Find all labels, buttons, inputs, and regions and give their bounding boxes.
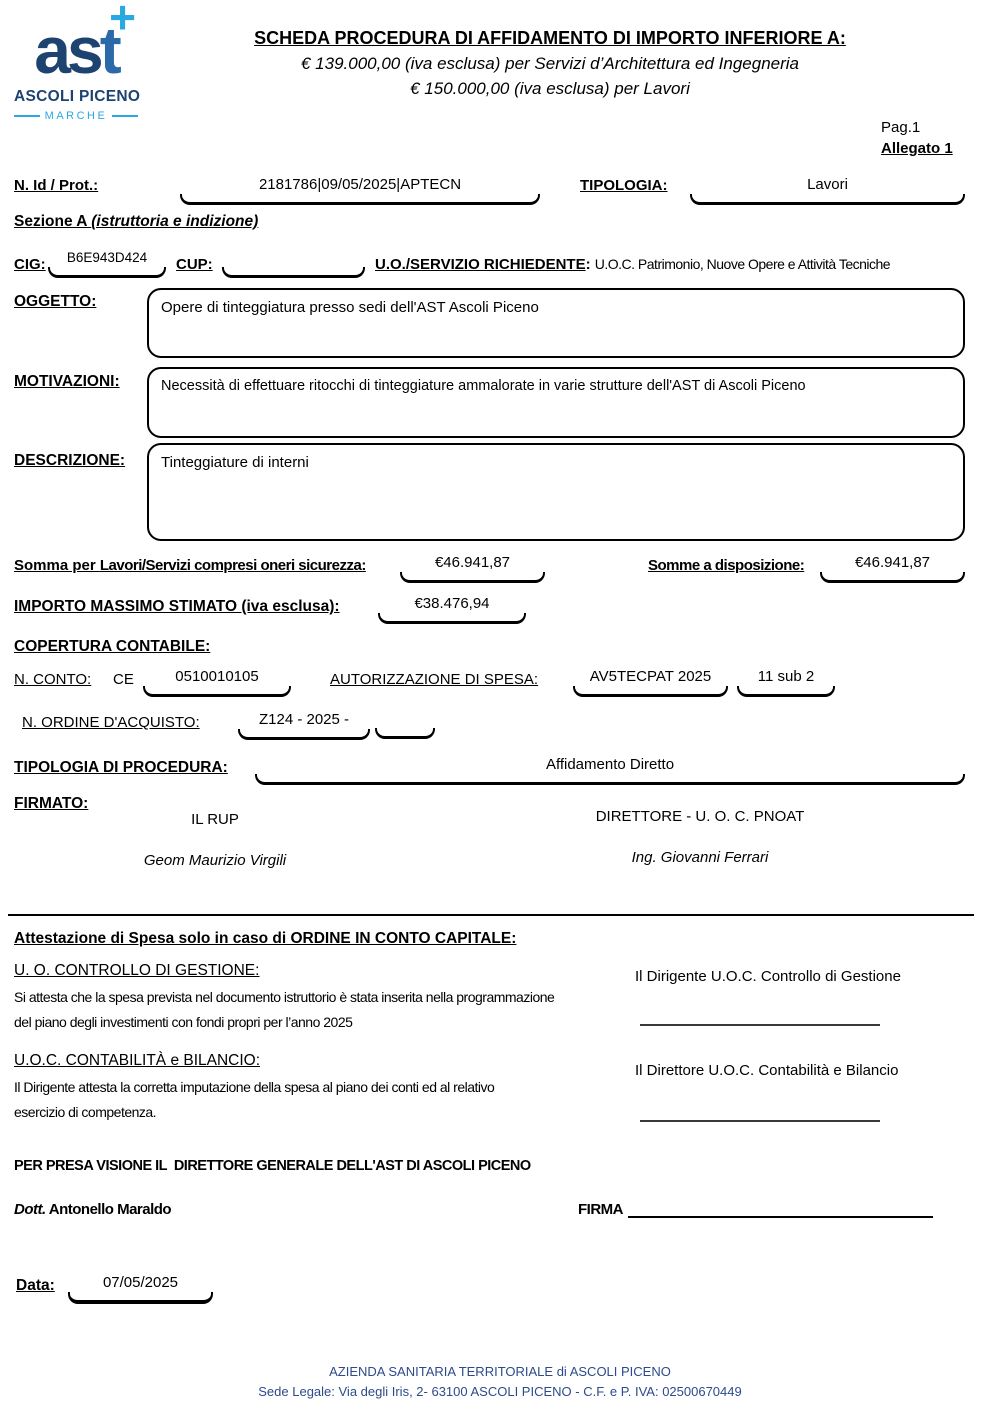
- cig-field: [48, 249, 166, 278]
- somma-value: €46.941,87: [434, 554, 511, 571]
- ordine-bracket: [238, 729, 370, 740]
- gestione-sign-title: Il Dirigente U.O.C. Controllo di Gestione: [635, 968, 901, 985]
- direttore-generale-name: [14, 1201, 171, 1218]
- section-divider: [8, 914, 974, 916]
- tipologia-bracket: [690, 194, 965, 205]
- ordine-label: N. ORDINE D'ACQUISTO:: [22, 714, 200, 731]
- procedura-label: TIPOLOGIA DI PROCEDURA:: [14, 759, 228, 776]
- section-a-label: Sezione A: [14, 213, 92, 230]
- procedura-bracket: [255, 774, 965, 785]
- direttore-title: DIRETTORE - U. O. C. PNOAT: [595, 808, 805, 825]
- contabilita-signature-line: [640, 1100, 880, 1122]
- autorizzazione-bracket: [573, 686, 728, 697]
- subtitle-lavori: € 150.000,00 (iva esclusa) per Lavori: [410, 79, 690, 98]
- firma-label: FIRMA: [578, 1201, 623, 1218]
- autorizzazione-field: [573, 668, 728, 697]
- cig-label: CIG:: [14, 256, 46, 273]
- footer-line2: Sede Legale: Via degli Iris, 2- 63100 ASCOLI PICENO - C.F. e P. IVA: 02500670449: [258, 1384, 742, 1399]
- data-bracket: [68, 1292, 213, 1304]
- contabilita-sign-title: Il Direttore U.O.C. Contabilità e Bilancio: [635, 1062, 899, 1079]
- plus-icon: +: [109, 0, 136, 43]
- cig-value: B6E943D424: [66, 250, 148, 265]
- disposizione-value: €46.941,87: [854, 554, 931, 571]
- uo-servizio-row: [375, 256, 890, 273]
- logo-region-text: MARCHE: [44, 110, 108, 122]
- gestione-label: U. O. CONTROLLO DI GESTIONE:: [14, 962, 260, 979]
- somma-field: [400, 554, 545, 583]
- logo-t-text: t: [99, 13, 118, 87]
- contabilita-text: Il Dirigente attesta la corretta imputazione della spesa al piano dei conti ed al relativo esercizio di competenza.: [14, 1079, 495, 1120]
- id-prot-label: N. Id / Prot.:: [14, 177, 99, 194]
- contabilita-label: U.O.C. CONTABILITÀ e BILANCIO:: [14, 1052, 261, 1069]
- dash-line: [112, 115, 138, 117]
- descrizione-label: DESCRIZIONE:: [14, 452, 126, 469]
- conto-bracket: [143, 686, 291, 697]
- oggetto-box: [147, 288, 965, 358]
- section-a-heading: [14, 213, 258, 231]
- cup-field: [222, 249, 365, 278]
- conto-field: [143, 668, 291, 697]
- rup-name: Geom Maurizio Virgili: [143, 852, 287, 869]
- uo-servizio-label: U.O./SERVIZIO RICHIEDENTE: [375, 256, 586, 273]
- data-value: 07/05/2025: [102, 1274, 179, 1291]
- cup-value: [222, 249, 365, 266]
- conto-value: 0510010105: [175, 668, 259, 685]
- id-prot-value: 2181786|09/05/2025|APTECN: [258, 176, 462, 193]
- somma-bracket: [400, 572, 545, 583]
- autorizzazione-sub-field: [737, 668, 835, 697]
- ordine-value: Z124 - 2025 -: [258, 711, 350, 728]
- procedura-field: [255, 756, 965, 785]
- id-prot-bracket: [180, 194, 540, 205]
- dott-name: Antonello Maraldo: [45, 1201, 172, 1218]
- page-number: Pag.1: [881, 119, 921, 136]
- tipologia-value: Lavori: [807, 176, 848, 193]
- importo-label: IMPORTO MASSIMO STIMATO (iva esclusa):: [14, 598, 340, 615]
- motivazioni-box: [147, 367, 965, 438]
- presa-visione-title: PER PRESA VISIONE IL DIRETTORE GENERALE DELL'AST DI ASCOLI PICENO: [14, 1158, 531, 1174]
- importo-value: €38.476,94: [414, 595, 490, 612]
- dash-line: [14, 115, 40, 117]
- direttore-name: Ing. Giovanni Ferrari: [631, 849, 769, 866]
- cig-bracket: [48, 267, 166, 278]
- ordine-field: [238, 711, 370, 740]
- autorizzazione-value: AV5TECPAT 2025: [589, 668, 712, 685]
- oggetto-value: Opere di tinteggiatura presso sedi dell'AST Ascoli Piceno: [161, 299, 539, 316]
- dott-prefix: Dott.: [14, 1201, 46, 1218]
- data-label: Data:: [16, 1277, 55, 1294]
- somma-label-head: Somma per: [14, 557, 100, 574]
- disposizione-label: Somme a disposizione:: [648, 557, 805, 574]
- header: [120, 28, 980, 99]
- copertura-title: COPERTURA CONTABILE:: [14, 638, 211, 655]
- ordine-extra-bracket: [375, 728, 435, 739]
- rup-title: IL RUP: [191, 811, 239, 828]
- firma-line: [628, 1198, 933, 1218]
- somma-label: [14, 557, 366, 574]
- importo-field: [378, 595, 526, 624]
- autorizzazione-sub-value: 11 sub 2: [757, 668, 815, 685]
- uo-servizio-colon: :: [585, 256, 591, 273]
- tipologia-label: TIPOLOGIA:: [580, 177, 668, 194]
- attachment-label: Allegato 1: [881, 140, 953, 157]
- page-title: SCHEDA PROCEDURA DI AFFIDAMENTO DI IMPORTO INFERIORE A:: [254, 28, 846, 48]
- gestione-text: Si attesta che la spesa prevista nel documento istruttorio è stata inserita nella programmazione del piano degli investimenti con fondi propri per l’anno 2025: [14, 989, 555, 1030]
- tipologia-field: [690, 176, 965, 205]
- logo-as-text: as: [34, 13, 100, 87]
- gestione-signature-line: [640, 1004, 880, 1026]
- procedura-value: Affidamento Diretto: [545, 756, 675, 773]
- autorizzazione-label: AUTORIZZAZIONE DI SPESA:: [330, 671, 539, 688]
- disposizione-field: [820, 554, 965, 583]
- importo-bracket: [378, 613, 526, 624]
- cup-bracket: [222, 267, 365, 278]
- subtitle-servizi: € 139.000,00 (iva esclusa) per Servizi d’Architettura ed Ingegneria: [300, 54, 799, 73]
- descrizione-box: [147, 443, 965, 541]
- motivazioni-label: MOTIVAZIONI:: [14, 373, 120, 390]
- logo-region-label: [14, 110, 138, 122]
- conto-label: N. CONTO:: [14, 671, 92, 688]
- attestazione-title: Attestazione di Spesa solo in caso di ORDINE IN CONTO CAPITALE:: [14, 930, 517, 947]
- motivazioni-value: Necessità di effettuare ritocchi di tinteggiature ammalorate in varie strutture dell'AST di Ascoli Piceno: [161, 378, 806, 394]
- firmato-label: FIRMATO:: [14, 795, 89, 812]
- descrizione-value: Tinteggiature di interni: [161, 454, 309, 471]
- conto-ce-label: CE: [113, 671, 134, 688]
- disposizione-bracket: [820, 572, 965, 583]
- cup-label: CUP:: [176, 256, 213, 273]
- somma-label-tail: Lavori/Servizi compresi oneri sicurezza:: [99, 557, 366, 574]
- id-prot-field: [180, 176, 540, 205]
- oggetto-label: OGGETTO:: [14, 293, 97, 310]
- data-field: [68, 1274, 213, 1304]
- footer-line1: AZIENDA SANITARIA TERRITORIALE di ASCOLI PICENO: [329, 1364, 671, 1379]
- logo-city-label: ASCOLI PICENO: [14, 88, 141, 105]
- section-a-italic: (istruttoria e indizione): [91, 213, 259, 230]
- uo-servizio-value: U.O.C. Patrimonio, Nuove Opere e Attività Tecniche: [594, 256, 891, 272]
- autorizzazione-sub-bracket: [737, 686, 835, 697]
